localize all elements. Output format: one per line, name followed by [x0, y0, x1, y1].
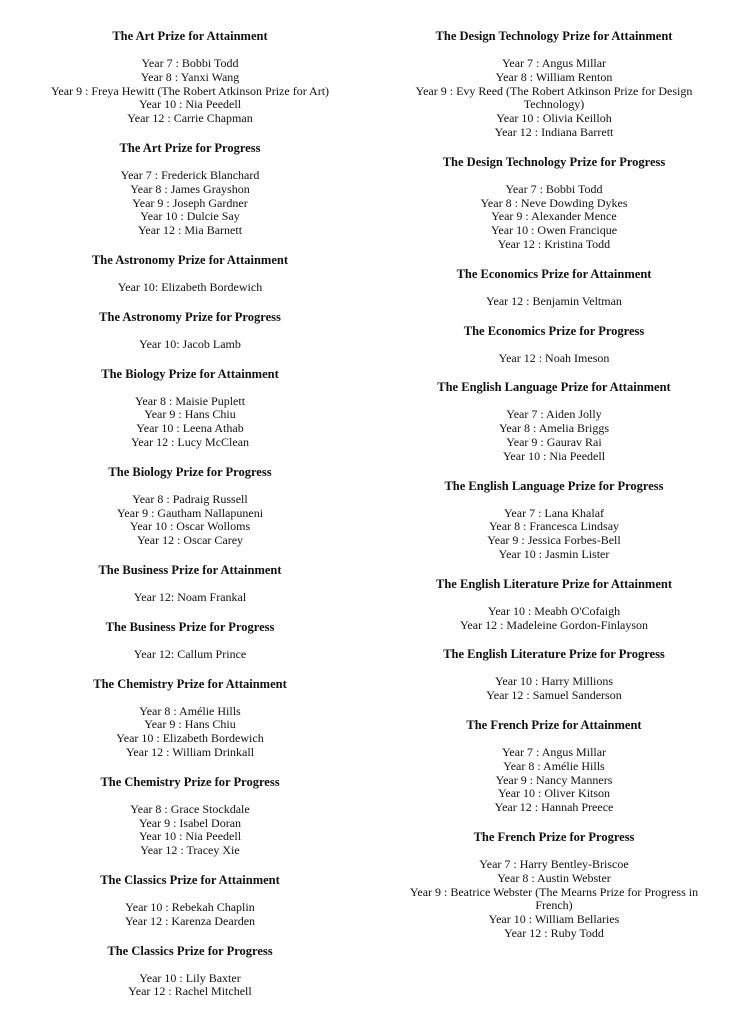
prize-title: The Biology Prize for Progress: [108, 464, 272, 479]
winner-list: [30, 803, 350, 858]
winner-entry: Year 10 : Owen Francique: [490, 223, 618, 238]
winner-entry: Year 10: Jacob Lamb: [139, 336, 241, 351]
prize-section: [398, 829, 710, 941]
winner-entry: Year 12 : William Drinkall: [125, 744, 255, 759]
prize-section: [30, 774, 350, 858]
winner-list: [398, 183, 710, 252]
winner-entry: Year 12: Callum Prince: [133, 646, 247, 661]
winner-list: [30, 395, 350, 450]
winner-entry: Year 12 : Tracey Xie: [140, 843, 240, 858]
winner-list: [30, 648, 350, 662]
winner-entry: Year 10 : Harry Millions: [494, 674, 614, 689]
winner-entry: Year 9 : Hans Chiu: [144, 407, 236, 422]
prize-title: The English Literature Prize for Progress: [443, 647, 665, 662]
winner-entry: Year 12 : Oscar Carey: [136, 533, 244, 548]
winner-entry: Year 9 : Hans Chiu: [144, 717, 236, 732]
winner-entry: Year 12 : Samuel Sanderson: [486, 688, 622, 703]
winner-list: [30, 57, 350, 126]
winner-entry: Year 9 : Gaurav Rai: [506, 434, 602, 449]
winner-entry: Year 8 : Amelia Briggs: [498, 421, 610, 436]
winner-list: [398, 675, 710, 703]
prize-title: The English Language Prize for Attainment: [437, 380, 671, 395]
winner-list: [30, 901, 350, 929]
prize-section: [398, 154, 710, 252]
prize-title: The Astronomy Prize for Attainment: [91, 252, 289, 267]
prize-title: The English Language Prize for Progress: [444, 478, 664, 493]
winner-entry: Year 9 : Joseph Gardner: [132, 195, 248, 210]
winner-entry: Year 8 : William Renton: [495, 69, 613, 84]
prize-section: [30, 676, 350, 760]
winner-entry: Year 10 : Meabh O'Cofaigh: [487, 603, 621, 618]
winner-entry: Year 10 : Nia Peedell: [502, 448, 606, 463]
prize-title: The French Prize for Attainment: [466, 717, 642, 732]
winner-entry: Year 8 : James Grayshon: [130, 181, 250, 196]
winner-entry: Year 7 : Angus Millar: [501, 56, 607, 70]
winner-entry: Year 7 : Frederick Blanchard: [120, 167, 260, 182]
winner-entry: Year 9 : Alexander Mence: [491, 209, 617, 224]
winner-entry: Year 10 : Lily Baxter: [139, 970, 241, 985]
winner-list: [398, 408, 710, 463]
winner-entry: Year 7 : Lana Khalaf: [503, 505, 605, 520]
winner-entry: Year 12: Noam Frankal: [133, 589, 247, 604]
winner-entry: Year 12 : Indiana Barrett: [494, 124, 614, 139]
prize-title: The Chemistry Prize for Attainment: [93, 676, 287, 691]
winner-entry: Year 10 : Nia Peedell: [138, 829, 242, 844]
prize-section: [398, 28, 710, 140]
prize-section: [30, 619, 350, 662]
winner-entry: Year 9 : Freya Hewitt (The Robert Atkinson Prize for Art): [50, 83, 330, 98]
prize-title: The Art Prize for Progress: [119, 140, 261, 155]
prize-section: [30, 943, 350, 1000]
winner-list: [398, 352, 710, 366]
winner-entry: Year 12 : Hannah Preece: [494, 800, 614, 815]
winner-entry: Year 8 : Grace Stockdale: [130, 801, 250, 816]
prize-title: The Design Technology Prize for Attainment: [435, 29, 673, 43]
prize-title: The Design Technology Prize for Progress: [442, 154, 666, 169]
winner-entry: Year 12 : Noah Imeson: [498, 350, 610, 365]
prize-section: [30, 872, 350, 929]
winner-list: [398, 507, 710, 562]
winner-entry: Year 10 : Leena Athab: [136, 421, 244, 436]
winner-entry: Year 12 : Carrie Chapman: [127, 111, 253, 126]
prize-section: [398, 478, 710, 562]
winner-entry: Year 9 : Jessica Forbes-Bell: [487, 533, 621, 548]
prize-title: The Classics Prize for Progress: [107, 943, 273, 958]
prize-section: [30, 464, 350, 548]
winner-entry: Year 9 : Gautham Nallapuneni: [116, 505, 264, 520]
winner-list: [398, 746, 710, 815]
prize-title: The French Prize for Progress: [473, 829, 635, 844]
prize-title: The Classics Prize for Attainment: [100, 872, 280, 887]
winner-entry: Year 7 : Aiden Jolly: [506, 407, 602, 422]
winner-entry: Year 10 : Jasmin Lister: [498, 546, 610, 561]
winner-entry: Year 12 : Lucy McClean: [130, 434, 250, 449]
prize-title: The Biology Prize for Attainment: [101, 366, 279, 381]
winner-entry: Year 7 : Bobbi Todd: [505, 181, 603, 196]
prize-title: The Economics Prize for Progress: [463, 323, 645, 338]
winner-entry: Year 7 : Bobbi Todd: [141, 56, 239, 70]
prize-section: [398, 646, 710, 703]
prize-title: The Business Prize for Attainment: [98, 562, 282, 577]
winner-entry: Year 10 : Nia Peedell: [138, 97, 242, 112]
winner-list: [30, 972, 350, 1000]
prize-section: [30, 252, 350, 295]
prize-section: [398, 379, 710, 463]
winner-entry: Year 9 : Beatrice Webster (The Mearns Prize for Progress in French): [409, 884, 699, 913]
winner-entry: Year 12 : Mia Barnett: [137, 223, 243, 238]
winner-entry: Year 10 : Rebekah Chaplin: [125, 899, 255, 914]
winner-entry: Year 8 : Yanxi Wang: [140, 69, 240, 84]
winner-entry: Year 8 : Neve Dowding Dykes: [480, 195, 628, 210]
winner-list: [398, 858, 710, 941]
winner-entry: Year 12 : Karenza Dearden: [124, 913, 256, 928]
winner-entry: Year 10 : William Bellaries: [488, 912, 620, 927]
winner-entry: Year 12 : Madeleine Gordon-Finlayson: [459, 617, 649, 632]
winner-list: [398, 605, 710, 633]
winner-list: [398, 57, 710, 140]
winner-entry: Year 10 : Elizabeth Bordewich: [116, 731, 264, 746]
winner-entry: Year 8 : Francesca Lindsay: [488, 519, 620, 534]
prize-title: The Art Prize for Attainment: [112, 29, 268, 43]
prize-section: [398, 576, 710, 633]
winner-list: [30, 338, 350, 352]
winner-entry: Year 10: Elizabeth Bordewich: [117, 279, 263, 294]
winner-list: [30, 493, 350, 548]
winner-entry: Year 12 : Rachel Mitchell: [128, 984, 252, 999]
winner-list: [30, 591, 350, 605]
winner-entry: Year 7 : Angus Millar: [501, 744, 607, 759]
prize-section: [398, 717, 710, 815]
prize-section: [30, 562, 350, 605]
prize-section: [30, 140, 350, 238]
winner-entry: Year 8 : Maisie Puplett: [134, 393, 246, 408]
prize-title: The English Literature Prize for Attainment: [436, 576, 672, 591]
winner-list: [398, 295, 710, 309]
prize-section: [398, 323, 710, 366]
winner-entry: Year 8 : Austin Webster: [497, 870, 611, 885]
winner-entry: Year 10 : Oscar Wolloms: [129, 519, 251, 534]
left-column: [30, 28, 350, 1013]
winner-entry: Year 10 : Olivia Keilloh: [496, 111, 612, 126]
winner-entry: Year 9 : Evy Reed (The Robert Atkinson Prize for Design Technology): [415, 83, 693, 112]
winner-entry: Year 7 : Harry Bentley-Briscoe: [479, 856, 629, 871]
prize-title: The Economics Prize for Attainment: [456, 266, 652, 281]
winner-list: [30, 281, 350, 295]
prize-section: [30, 366, 350, 450]
prize-section: [30, 28, 350, 126]
winner-entry: Year 12 : Ruby Todd: [504, 925, 604, 940]
right-column: [398, 28, 710, 955]
prize-title: The Chemistry Prize for Progress: [100, 774, 280, 789]
winner-list: [30, 169, 350, 238]
winner-entry: Year 8 : Amélie Hills: [139, 703, 241, 718]
winner-entry: Year 10 : Dulcie Say: [140, 209, 240, 224]
winner-entry: Year 8 : Padraig Russell: [132, 491, 248, 506]
winner-entry: Year 8 : Amélie Hills: [503, 758, 605, 773]
winner-entry: Year 10 : Oliver Kitson: [497, 786, 611, 801]
winner-entry: Year 12 : Benjamin Veltman: [486, 293, 622, 308]
prize-title: The Astronomy Prize for Progress: [99, 309, 281, 324]
prize-section: [398, 266, 710, 309]
winner-entry: Year 12 : Kristina Todd: [497, 236, 611, 251]
prize-title: The Business Prize for Progress: [105, 619, 275, 634]
winner-list: [30, 705, 350, 760]
prize-section: [30, 309, 350, 352]
winner-entry: Year 9 : Nancy Manners: [495, 772, 613, 787]
winner-entry: Year 9 : Isabel Doran: [138, 815, 242, 830]
